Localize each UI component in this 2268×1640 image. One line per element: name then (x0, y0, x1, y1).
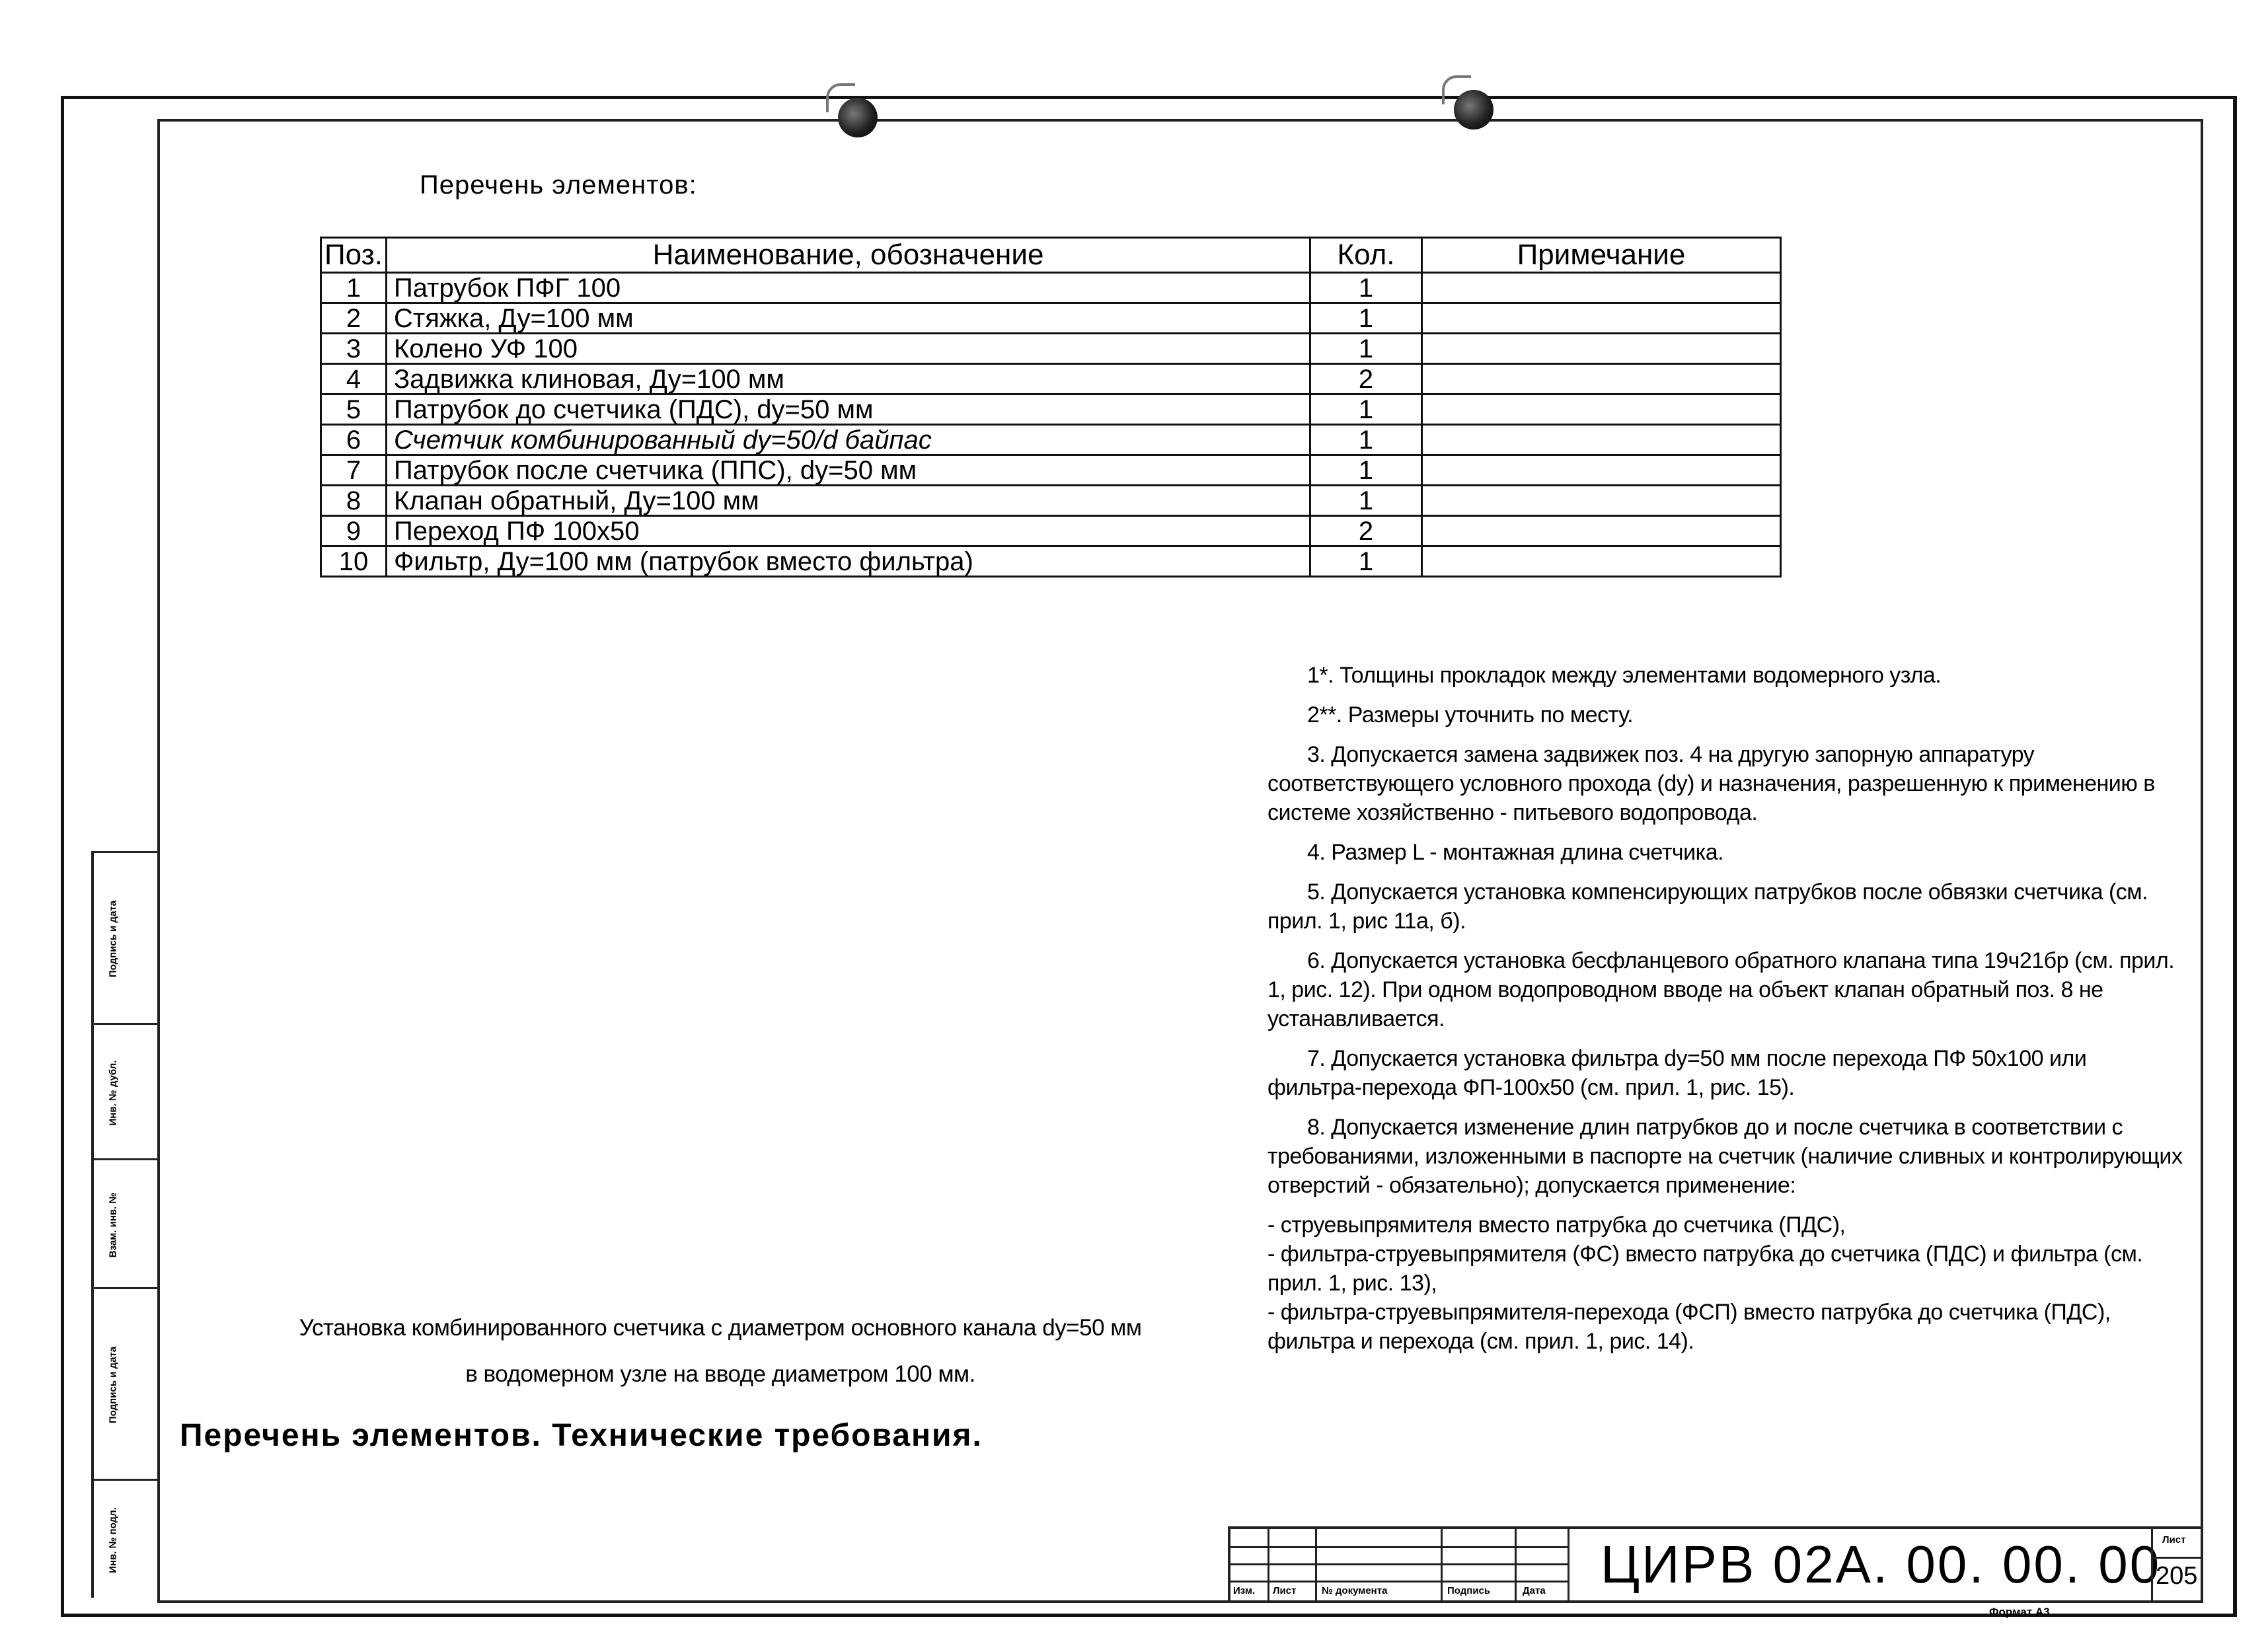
revision-grid (1230, 1529, 1568, 1600)
cell-pos: 3 (321, 334, 387, 364)
cell-note (1422, 303, 1781, 334)
drawing-caption (205, 1305, 1236, 1398)
tb-label-signature: Подпись (1447, 1585, 1491, 1596)
binding-hole-icon (838, 98, 878, 137)
note-item: 1*. Толщины прокладок между элементами водомерного узла. (1307, 663, 1942, 688)
cell-note (1422, 273, 1781, 303)
strip-label: Инв. № подл. (107, 1507, 119, 1573)
cell-pos: 6 (321, 425, 387, 455)
title-block (1228, 1526, 2201, 1600)
cell-note (1422, 425, 1781, 455)
cell-pos: 5 (321, 394, 387, 425)
cell-pos: 2 (321, 303, 387, 334)
cell-name: Стяжка, Ду=100 мм (387, 303, 1310, 334)
sheet-title: Перечень элементов. Технические требования. (180, 1418, 983, 1453)
note-dash-item: - фильтра-струевыпрямителя (ФС) вместо патрубка до счетчика (ПДС) и фильтра (см. прил. 1, рис. 13), (1267, 1242, 2143, 1296)
note-item: 6. Допускается установка бесфланцевого обратного клапана типа 19ч21бр (см. прил. 1, рис. 12). При одном водопроводном вводе на объект клапан обратный поз. 8 не устанавливается. (1267, 948, 2175, 1031)
cell-name: Патрубок ПФГ 100 (387, 273, 1310, 303)
cell-note (1422, 334, 1781, 364)
table-row (321, 455, 1781, 486)
table-row (321, 394, 1781, 425)
note-item: 4. Размер L - монтажная длина счетчика. (1307, 840, 1724, 865)
cell-note (1422, 364, 1781, 394)
table-row (321, 546, 1781, 577)
binding-hole-icon (1454, 90, 1493, 130)
note-item: 7. Допускается установка фильтра dy=50 мм после перехода ПФ 50х100 или фильтра-перехода ФП-100х50 (см. прил. 1, рис. 15). (1267, 1046, 2087, 1100)
sheet-number-box (2151, 1529, 2201, 1600)
cell-pos: 9 (321, 516, 387, 546)
caption-line: в водомерном узле на вводе диаметром 100 мм. (465, 1361, 975, 1387)
header-pos: Поз. (321, 238, 387, 273)
note-item: 2**. Размеры уточнить по месту. (1307, 702, 1634, 727)
cell-pos: 1 (321, 273, 387, 303)
cell-qty: 2 (1310, 516, 1422, 546)
cell-qty: 1 (1310, 455, 1422, 486)
caption-line: Установка комбинированного счетчика с диаметром основного канала dy=50 мм (299, 1315, 1142, 1341)
cell-note (1422, 546, 1781, 577)
table-row (321, 425, 1781, 455)
header-note: Примечание (1422, 238, 1781, 273)
side-binding-strip (91, 851, 160, 1598)
cell-qty: 1 (1310, 486, 1422, 516)
tb-label-sheet: Лист (1273, 1585, 1297, 1596)
strip-cell (94, 1158, 157, 1289)
cell-name: Переход ПФ 100х50 (387, 516, 1310, 546)
cell-note (1422, 394, 1781, 425)
header-name: Наименование, обозначение (387, 238, 1310, 273)
cell-name: Патрубок после счетчика (ППС), dy=50 мм (387, 455, 1310, 486)
cell-qty: 1 (1310, 303, 1422, 334)
cell-qty: 1 (1310, 394, 1422, 425)
cell-pos: 7 (321, 455, 387, 486)
strip-label: Инв. № дубл. (107, 1060, 119, 1125)
format-label: Формат А3 (1989, 1606, 2050, 1618)
strip-label: Подпись и дата (107, 900, 119, 978)
strip-label: Подпись и дата (107, 1346, 119, 1424)
note-item: 3. Допускается замена задвижек поз. 4 на другую запорную аппаратуру соответствующего условного прохода (dy) и назначения, разрешенную к применению в системе хозяйственно - питьевого водопровода. (1267, 742, 2155, 825)
strip-cell (94, 851, 157, 1025)
header-qty: Кол. (1310, 238, 1422, 273)
cell-pos: 8 (321, 486, 387, 516)
cell-qty: 1 (1310, 334, 1422, 364)
table-row (321, 516, 1781, 546)
cell-name: Клапан обратный, Ду=100 мм (387, 486, 1310, 516)
cell-pos: 10 (321, 546, 387, 577)
table-row (321, 364, 1781, 394)
tb-label-document: № документа (1322, 1585, 1388, 1596)
cell-qty: 1 (1310, 425, 1422, 455)
cell-note (1422, 455, 1781, 486)
strip-label: Взам. инв. № (107, 1192, 119, 1257)
cell-note (1422, 486, 1781, 516)
cell-pos: 4 (321, 364, 387, 394)
cell-name: Патрубок до счетчика (ПДС), dy=50 мм (387, 394, 1310, 425)
note-item: 8. Допускается изменение длин патрубков до и после счетчика в соответствии с требованиями, изложенными в паспорте на счетчик (наличие сливных и контролирующих отверстий - обязательно); допускается применение: (1267, 1115, 2183, 1198)
tb-label-date: Дата (1523, 1585, 1546, 1596)
cell-qty: 2 (1310, 364, 1422, 394)
cell-name: Задвижка клиновая, Ду=100 мм (387, 364, 1310, 394)
table-row (321, 334, 1781, 364)
strip-cell (94, 1287, 157, 1481)
cell-name: Колено УФ 100 (387, 334, 1310, 364)
cell-name: Фильтр, Ду=100 мм (патрубок вместо фильтра) (387, 546, 1310, 577)
note-item: 5. Допускается установка компенсирующих патрубков после обвязки счетчика (см. прил. 1, рис 11а, б). (1267, 879, 2148, 934)
technical-requirements (1267, 661, 2186, 1356)
sheet-number: 205 (2156, 1562, 2198, 1590)
table-row (321, 303, 1781, 334)
cell-qty: 1 (1310, 273, 1422, 303)
elements-table (320, 237, 1782, 578)
note-dash-item: - струевыпрямителя вместо патрубка до счетчика (ПДС), (1267, 1212, 1846, 1238)
tb-label-change: Изм. (1233, 1585, 1256, 1596)
table-header-row (321, 238, 1781, 273)
sheet-label: Лист (2162, 1534, 2186, 1546)
table-row (321, 273, 1781, 303)
strip-cell (94, 1479, 157, 1600)
cell-name: Счетчик комбинированный dy=50/d байпас (387, 425, 1310, 455)
elements-list-heading: Перечень элементов: (420, 170, 697, 200)
strip-cell (94, 1023, 157, 1160)
note-dash-item: - фильтра-струевыпрямителя-перехода (ФСП) вместо патрубка до счетчика (ПДС), фильтра и перехода (см. прил. 1, рис. 14). (1267, 1300, 2111, 1354)
cell-note (1422, 516, 1781, 546)
cell-qty: 1 (1310, 546, 1422, 577)
table-row (321, 486, 1781, 516)
document-code: ЦИРВ 02А. 00. 00. 00 (1601, 1535, 2162, 1594)
